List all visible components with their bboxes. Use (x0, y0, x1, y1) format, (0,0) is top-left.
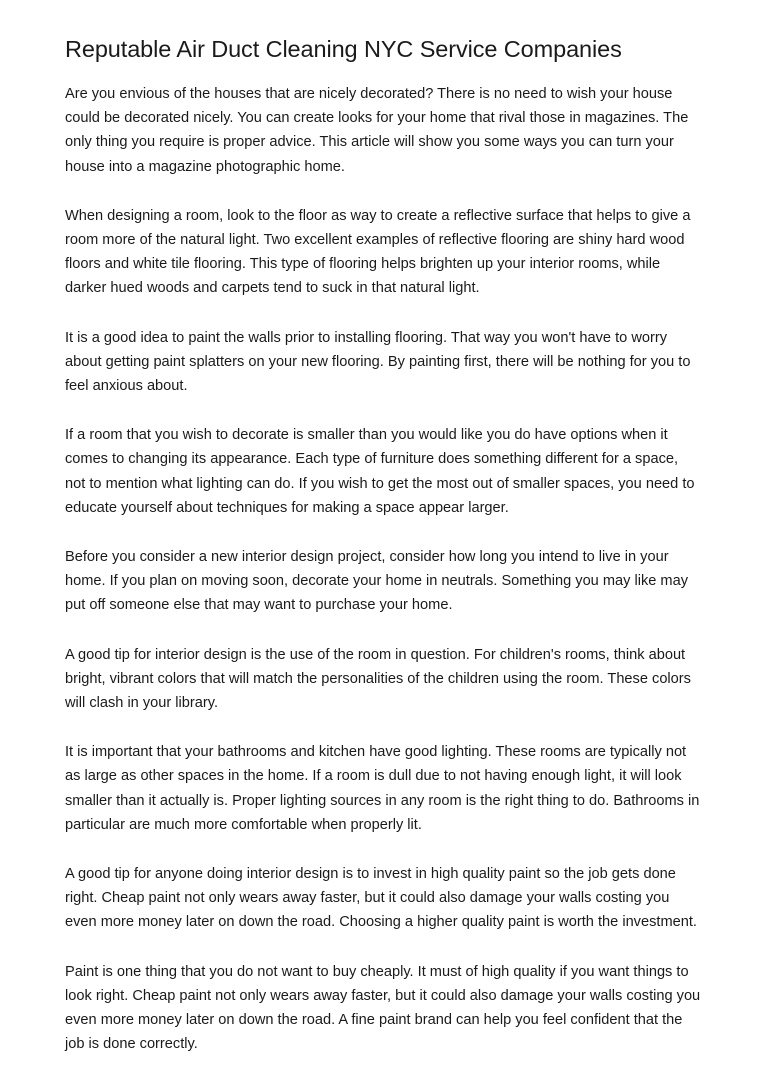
paragraph: If a room that you wish to decorate is smaller than you would like you do have options when it comes to changing its appearance. Each type of furniture does something different for a space, not to mention what lighting can do. If you wish to get the most out of smaller spaces, you need to educate yourself about techniques for making a space appear larger. (65, 427, 695, 516)
paragraph: It is a good idea to paint the walls prior to installing flooring. That way you won't have to worry about getting paint splatters on your new flooring. By painting first, there will be nothing for you to feel anxious about. (65, 329, 691, 395)
paragraph: It is important that your bathrooms and kitchen have good lighting. These rooms are typically not as large as other spaces in the home. If a room is dull due to not having enough light, it will look smaller than it actually is. Proper lighting sources in any room is the right thing to do. Bathrooms in particular are much more comfortable when properly lit. (65, 744, 700, 833)
paragraph: Are you envious of the houses that are nicely decorated? There is no need to wish your house could be decorated nicely. You can create looks for your home that rival those in magazines. The only thing you require is proper advice. This article will show you some ways you can turn your house into a magazine photographic home. (65, 86, 689, 175)
paragraph: Before you consider a new interior design project, consider how long you intend to live in your home. If you plan on moving soon, decorate your home in neutrals. Something you may like may put off someone else that may want to purchase your home. (65, 549, 688, 614)
paragraph: A good tip for interior design is the use of the room in question. For children's rooms, think about bright, vibrant colors that will match the personalities of the children using the room. These colors will clash in your library. (65, 646, 691, 712)
paragraph: A good tip for anyone doing interior design is to invest in high quality paint so the job gets done right. Cheap paint not only wears away faster, but it could also damage your walls costing you even more money later on down the road. Choosing a higher quality paint is worth the investment. (65, 866, 697, 931)
page-title: Reputable Air Duct Cleaning NYC Service Companies (65, 36, 622, 62)
paragraph: When designing a room, look to the floor as way to create a reflective surface that helps to give a room more of the natural light. Two excellent examples of reflective flooring are shiny hard wood floors and white tile flooring. This type of flooring helps brighten up your interior rooms, while darker hued woods and carpets tend to suck in that natural light. (65, 207, 691, 297)
paragraph: Paint is one thing that you do not want to buy cheaply. It must of high quality if you want things to look right. Cheap paint not only wears away faster, but it could also damage your walls costing you even more money later on down the road. A fine paint brand can help you feel confident that the job is done correctly. (65, 963, 701, 1053)
